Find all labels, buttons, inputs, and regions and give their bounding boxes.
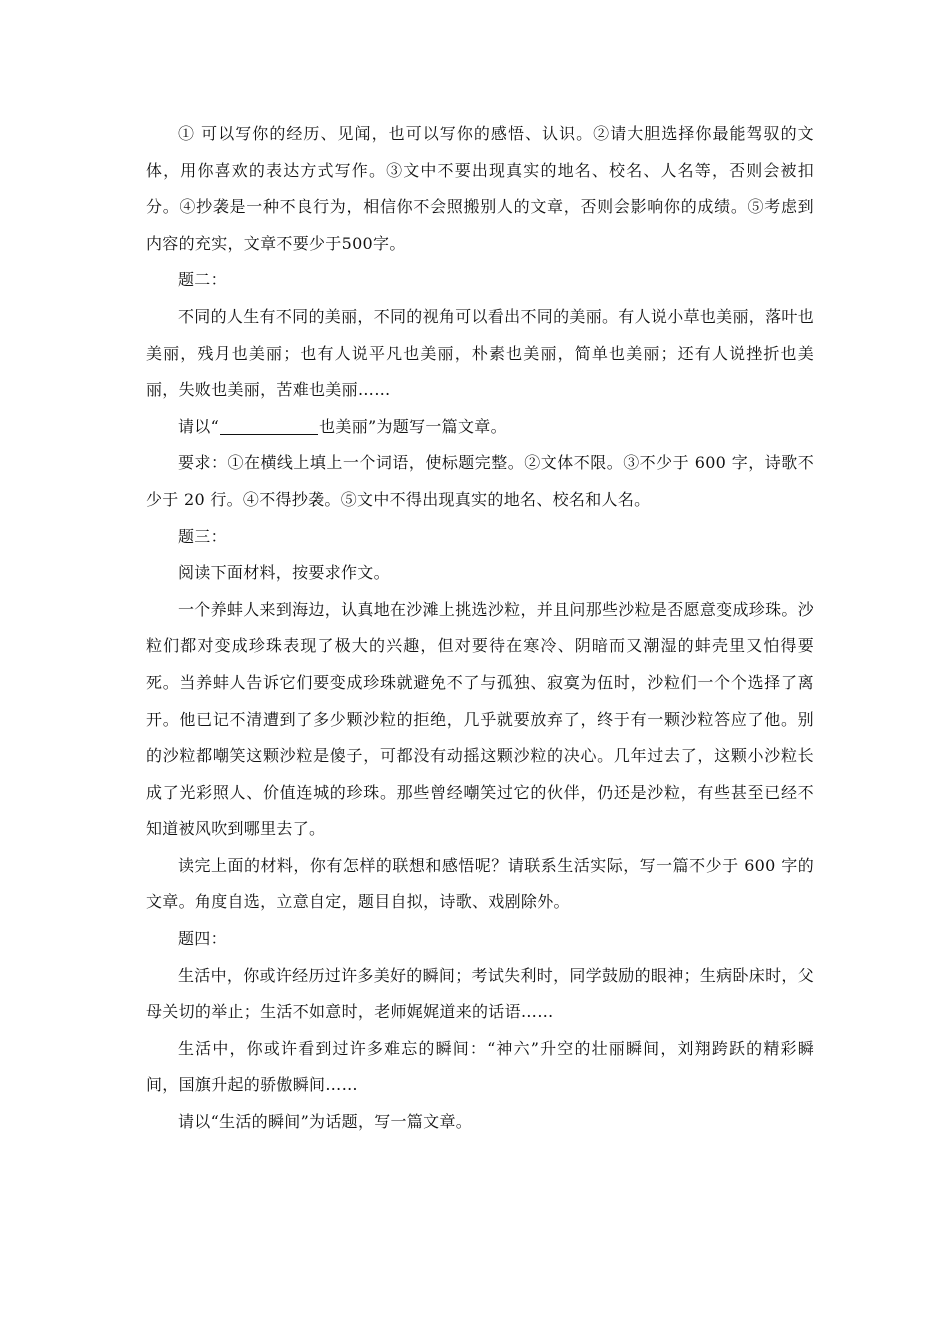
topic3-task: 读完上面的材料，你有怎样的联想和感悟呢？请联系生活实际，写一篇不少于 600 字的文章。角度自选，立意自定，题目自拟，诗歌、戏剧除外。 — [146, 855, 814, 912]
topic4-heading: 题四： — [178, 929, 227, 949]
topic3-heading: 题三： — [178, 526, 227, 546]
topic2-requirements: 要求：①在横线上填上一个词语，使标题完整。②文体不限。③不少于 600 字，诗歌不少于 20 行。④不得抄袭。⑤文中不得出现真实的地名、校名和人名。 — [146, 453, 814, 509]
topic4-paragraph-2: 生活中，你或许看到过许多难忘的瞬间：“神六”升空的壮丽瞬间，刘翔跨跃的精彩瞬间，国旗升起的骄傲瞬间…… — [146, 1038, 814, 1095]
topic3-intro: 阅读下面材料，按要求作文。 — [178, 563, 390, 583]
fill-in-blank-line — [220, 416, 318, 435]
topic2-heading: 题二： — [178, 270, 227, 290]
topic4-prompt: 请以“生活的瞬间”为话题，写一篇文章。 — [178, 1112, 473, 1132]
topic2-prompt — [146, 409, 814, 446]
topic3-story: 一个养蚌人来到海边，认真地在沙滩上挑选沙粒，并且问那些沙粒是否愿意变成珍珠。沙粒们都对变成珍珠表现了极大的兴趣，但对要待在寒冷、阴暗而又潮湿的蚌壳里又怕得要死。当养蚌人告诉它们要变成珍珠就避免不了与孤独、寂寞为伍时，沙粒们一个个选择了离开。他已记不清遭到了多少颗沙粒的拒绝，几乎就要放弃了，终于有一颗沙粒答应了他。别的沙粒都嘲笑这颗沙粒是傻子，可都没有动摇这颗沙粒的决心。几年过去了，这颗小沙粒长成了光彩照人、价值连城的珍珠。那些曾经嘲笑过它的伙伴，仍还是沙粒，有些甚至已经不知道被风吹到哪里去了。 — [146, 599, 814, 839]
topic4-paragraph-1: 生活中，你或许经历过许多美好的瞬间；考试失利时，同学鼓励的眼神；生病卧床时，父母关切的举止；生活不如意时，老师娓娓道来的话语…… — [146, 965, 814, 1022]
topic2-body: 不同的人生有不同的美丽，不同的视角可以看出不同的美丽。有人说小草也美丽，落叶也美丽，残月也美丽；也有人说平凡也美丽，朴素也美丽，简单也美丽；还有人说挫折也美丽，失败也美丽，苦难也美丽…… — [146, 306, 814, 400]
topic2-prompt-start: 请以“ — [178, 416, 220, 436]
document-body — [146, 116, 814, 1141]
topic1-requirements: ① 可以写你的经历、见闻，也可以写你的感悟、认识。②请大胆选择你最能驾驭的文体，用你喜欢的表达方式写作。③文中不要出现真实的地名、校名、人名等，否则会被扣分。④抄袭是一种不良行为，相信你不会照搬别人的文章，否则会影响你的成绩。⑤考虑到内容的充实，文章不要少于500字。 — [146, 124, 814, 253]
topic2-prompt-end: 也美丽”为题写一篇文章。 — [319, 416, 507, 436]
